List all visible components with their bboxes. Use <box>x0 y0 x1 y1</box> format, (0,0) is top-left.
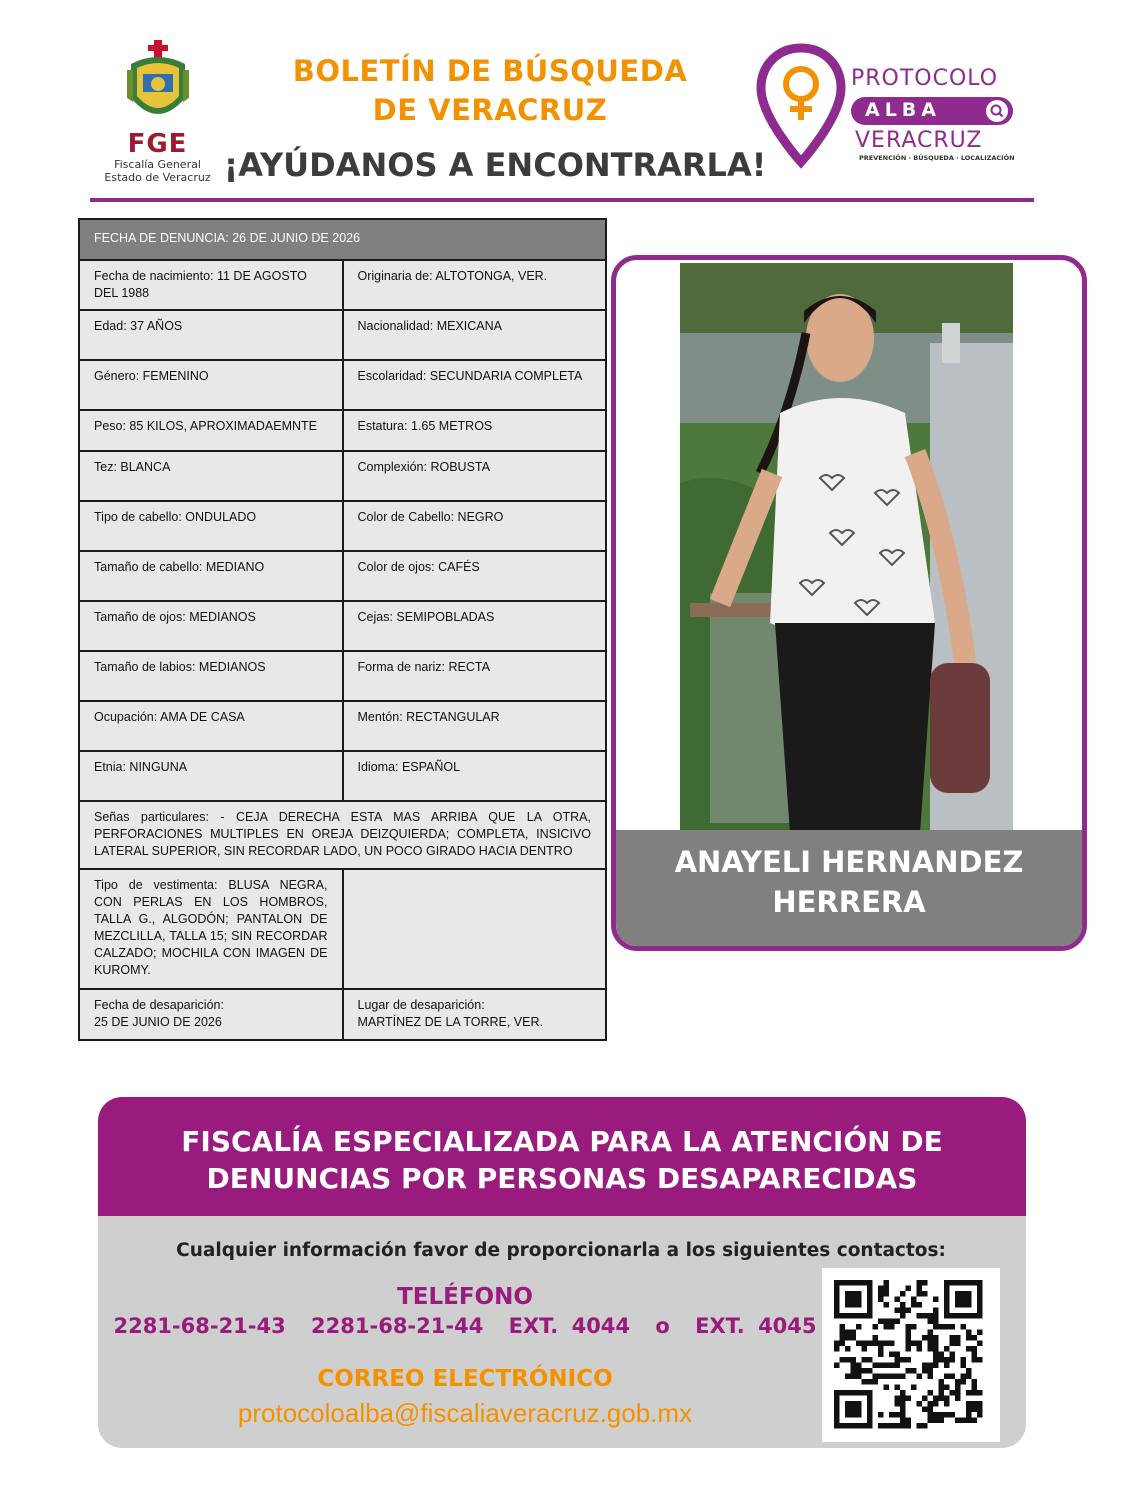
female-symbol-map-pin-icon <box>755 42 847 170</box>
table-row <box>79 310 606 360</box>
disappearance-date-label: Fecha de desaparición: <box>94 998 224 1012</box>
name-line1: ANAYELI HERNANDEZ <box>674 845 1024 879</box>
email-title: CORREO ELECTRÓNICO <box>317 1366 613 1392</box>
table-row <box>79 260 606 310</box>
weight-cell: Peso: 85 KILOS, APROXIMADAEMNTE <box>79 410 343 451</box>
fge-name-line2: Estado de Veracruz <box>104 171 211 184</box>
phone-or: o <box>655 1314 670 1338</box>
table-row <box>79 651 606 701</box>
origin-cell: Originaria de: ALTOTONGA, VER. <box>343 260 607 310</box>
contact-intro: Cualquier información favor de proporcionarla a los siguientes contactos: <box>176 1240 946 1261</box>
age-cell: Edad: 37 AÑOS <box>79 310 343 360</box>
header-divider <box>90 198 1034 202</box>
eye-size-cell: Tamaño de ojos: MEDIANOS <box>79 601 343 651</box>
birth-date-cell: Fecha de nacimiento: 11 DE AGOSTO DEL 1988 <box>79 260 343 310</box>
disappearance-date-cell <box>79 989 343 1040</box>
email-link[interactable]: protocoloalba@fiscaliaveracruz.gob.mx <box>237 1398 693 1428</box>
agency-banner <box>98 1097 1026 1216</box>
disappearance-place-label: Lugar de desaparición: <box>357 998 485 1012</box>
veracruz-coat-of-arms-icon <box>123 40 193 128</box>
gender-cell: Género: FEMENINO <box>79 360 343 410</box>
missing-person-name <box>616 830 1082 946</box>
table-row <box>79 989 606 1040</box>
alba-word-alba: ALBA <box>865 99 941 121</box>
ethnicity-cell: Etnia: NINGUNA <box>79 751 343 801</box>
nose-shape-cell: Forma de nariz: RECTA <box>343 651 607 701</box>
language-cell: Idioma: ESPAÑOL <box>343 751 607 801</box>
alba-word-protocolo: PROTOCOLO <box>851 66 999 91</box>
fge-logo <box>100 40 215 185</box>
hair-type-cell: Tipo de cabello: ONDULADO <box>79 501 343 551</box>
report-date-cell: FECHA DE DENUNCIA: 26 DE JUNIO DE 2026 <box>79 219 606 260</box>
table-row <box>79 601 606 651</box>
disappearance-place-cell <box>343 989 607 1040</box>
phone-numbers <box>98 1314 832 1338</box>
alba-pill <box>851 97 1013 125</box>
chin-cell: Mentón: RECTANGULAR <box>343 701 607 751</box>
table-row <box>79 551 606 601</box>
agency-line2: DENUNCIAS POR PERSONAS DESAPARECIDAS <box>206 1162 918 1195</box>
missing-person-photo <box>680 263 1013 833</box>
lip-size-cell: Tamaño de labios: MEDIANOS <box>79 651 343 701</box>
bulletin-title-line1: BOLETÍN DE BÚSQUEDA <box>292 54 688 88</box>
protocolo-alba-logo <box>755 42 1035 172</box>
qr-code-icon[interactable] <box>822 1268 1000 1442</box>
build-cell: Complexión: ROBUSTA <box>343 451 607 501</box>
agency-line1: FISCALÍA ESPECIALIZADA PARA LA ATENCIÓN DE <box>181 1125 943 1158</box>
bulletin-subtitle: ¡AYÚDANOS A ENCONTRARLA! <box>223 146 767 184</box>
name-line2: HERRERA <box>772 885 926 919</box>
empty-cell <box>343 869 607 989</box>
eyebrows-cell: Cejas: SEMIPOBLADAS <box>343 601 607 651</box>
phone-number-1[interactable]: 2281-68-21-43 <box>113 1314 286 1338</box>
table-row <box>79 701 606 751</box>
alba-tagline: PREVENCIÓN · BÚSQUEDA · LOCALIZACIÓN <box>859 154 1015 162</box>
table-row <box>79 451 606 501</box>
search-icon <box>986 100 1008 122</box>
nationality-cell: Nacionalidad: MEXICANA <box>343 310 607 360</box>
distinguishing-marks-cell: Señas particulares: - CEJA DERECHA ESTA MAS ARRIBA QUE LA OTRA, PERFORACIONES MULTIPLES EN OREJA DEIZQUIERDA; COMPLETA, INSICIVO LATERAL SUPERIOR, SIN RECORDAR LADO, UN POCO GIRADO HACIA DENTRO <box>79 801 606 869</box>
alba-word-veracruz: VERACRUZ <box>855 128 983 153</box>
height-cell: Estatura: 1.65 METROS <box>343 410 607 451</box>
table-row <box>79 869 606 989</box>
fge-name-line1: Fiscalía General <box>114 158 201 171</box>
clothing-cell: Tipo de vestimenta: BLUSA NEGRA, CON PERLAS EN LOS HOMBROS, TALLA G., ALGODÓN; PANTALON DE MEZCLILLA, TALLA 15; SIN RECORDAR CALZADO; MOCHILA CON IMAGEN DE KUROMY. <box>79 869 343 989</box>
disappearance-place-value: MARTÍNEZ DE LA TORRE, VER. <box>357 1015 543 1029</box>
hair-color-cell: Color de Cabello: NEGRO <box>343 501 607 551</box>
table-row <box>79 801 606 869</box>
bulletin-title <box>230 52 750 130</box>
missing-person-card <box>611 255 1087 951</box>
education-cell: Escolaridad: SECUNDARIA COMPLETA <box>343 360 607 410</box>
bulletin-title-line2: DE VERACRUZ <box>372 93 608 127</box>
phone-ext-1: EXT. 4044 <box>508 1314 631 1338</box>
person-details-table <box>78 218 607 1041</box>
skin-tone-cell: Tez: BLANCA <box>79 451 343 501</box>
table-row <box>79 501 606 551</box>
occupation-cell: Ocupación: AMA DE CASA <box>79 701 343 751</box>
hair-length-cell: Tamaño de cabello: MEDIANO <box>79 551 343 601</box>
disappearance-date-value: 25 DE JUNIO DE 2026 <box>94 1015 222 1029</box>
table-row <box>79 410 606 451</box>
phone-number-2[interactable]: 2281-68-21-44 <box>311 1314 484 1338</box>
table-row <box>79 360 606 410</box>
table-row <box>79 751 606 801</box>
fge-abbreviation: FGE <box>127 129 188 159</box>
phone-ext-2: EXT. 4045 <box>695 1314 817 1338</box>
phone-title: TELÉFONO <box>397 1284 533 1310</box>
eye-color-cell: Color de ojos: CAFÉS <box>343 551 607 601</box>
